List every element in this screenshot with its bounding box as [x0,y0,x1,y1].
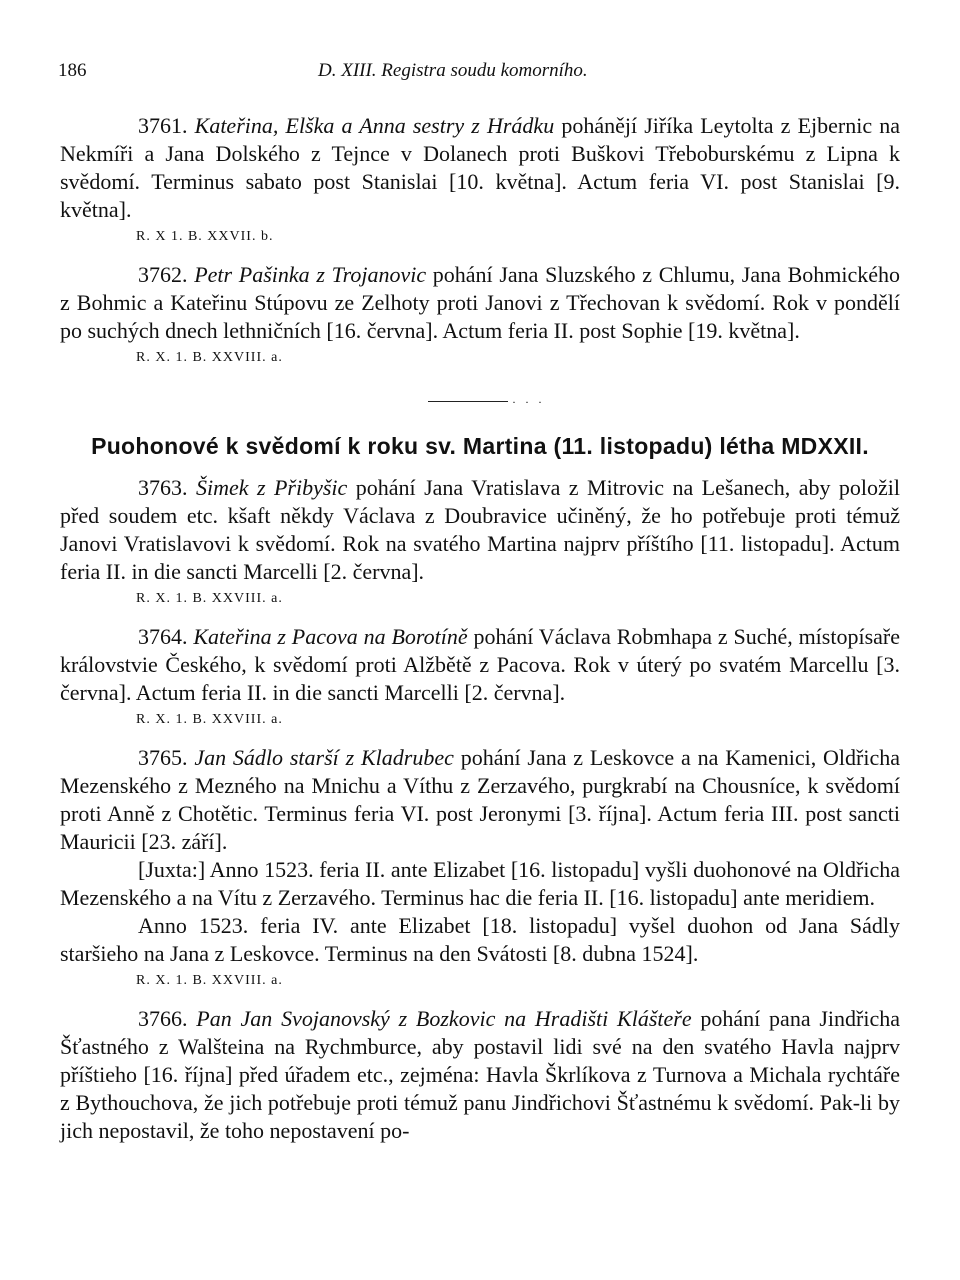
entry-names: Petr Pašinka z Trojanovic [194,262,427,287]
section-heading: Puohonové k svědomí k roku sv. Martina (11. listopadu) létha MDXXII. [91,433,869,459]
entry-3766 [60,1005,900,1145]
archive-reference: R. X 1. B. XXVII. b. [136,229,274,244]
archive-reference: R. X. 1. B. XXVIII. a. [136,973,283,988]
entry-3762 [60,261,900,345]
page-header [58,60,908,90]
entry-names: Pan Jan Svojanovský z Bozkovic na Hradišti Klášteře [196,1006,692,1031]
entry-text: pohání Jana z Leskovce a na Kamenici, Oldřicha Mezenského z Mezného na Mnichu a Víthu z Zerzavého, purgkrabí na Chousníce, k svědomí proti Anně z Chotětic. Terminus feria VI. post Jeronymi [3. října]. Actum feria III. post sancti Mauricii [23. září]. [60,745,901,854]
entry-3765-continuation-1: [Juxta:] Anno 1523. feria II. ante Elizabet [16. listopadu] vyšli duohonové na Oldřicha Mezenského a na Vítu z Zerzavého. Terminus hac die feria II. [16. listopadu] ante meridiem. [60,857,900,910]
archive-reference: R. X. 1. B. XXVIII. a. [136,350,283,365]
entry-text: pohání pana Jindřicha Šťastného z Walšteina na Rychmburce, aby postavil lidi své na den svatého Havla najprv příštieho [16. října] před úřadem etc., zejména: Havla Škrlíkova z Turnova a Michala rychtáře z Bythouchova, že jich potřebuje proti témuž panu Jindřichovi Šťastnému k svědomí. Pak-li by jich nepostavil, že toho nepostavení po- [60,1006,901,1143]
entry-3761 [60,112,900,224]
entry-names: Šimek z Přibyšic [195,475,348,500]
entry-number: 3765. [138,745,188,770]
running-title: D. XIII. Registra soudu komorního. [318,60,588,81]
entry-number: 3764. [138,624,188,649]
entry-text: pohání Jana Vratislava z Mitrovic na Lešanech, aby položil před soudem etc. kšaft někdy Václava z Doubravice učiněný, že ho potřebuje proti témuž Janovi Vratislavovi k svědomí. Rok na svatého Martina najprv příštího [11. listopadu]. Actum feria II. in die sancti Marcelli [2. června]. [60,475,901,584]
entry-names: Jan Sádlo starší z Kladrubec [194,745,454,770]
archive-reference: R. X. 1. B. XXVIII. a. [136,591,283,606]
page-body [60,112,900,1145]
page-number: 186 [58,60,87,81]
divider-line [428,401,508,402]
entry-3764 [60,623,900,707]
entry-text: pohánějí Jiříka Leytolta z Ejbernic na Nekmíři a Jana Dolského z Tejnce v Dolanech proti Buškovi Třeboburskému z Lipna k svědomí. Terminus sabato post Stanislai [10. května]. Actum feria VI. post Stanislai [9. května]. [60,113,901,222]
entry-number: 3763. [138,475,188,500]
entry-text: pohání Václava Robmhapa z Suché, místopísaře královstvie Českého, k svědomí proti Alžbětě z Pacova. Rok v úterý po svatém Marcellu [3. června]. Actum feria II. in die sancti Marcelli [2. června]. [60,624,900,705]
entry-number: 3762. [138,262,188,287]
entry-3763 [60,474,900,586]
section-divider [60,367,900,423]
entry-3765-continuation-2: Anno 1523. feria IV. ante Elizabet [18. listopadu] vyšel duohon od Jana Sádly staršieho na Jana z Leskovce. Terminus na den Svátosti [8. dubna 1524]. [60,913,900,966]
divider-dots: · · · [512,395,545,409]
entry-names: Kateřina z Pacova na Borotíně [193,624,468,649]
entry-3765 [60,744,900,856]
entry-number: 3761. [138,113,188,138]
entry-text: pohání Jana Sluzského z Chlumu, Jana Bohmického z Bohmic a Kateřinu Stúpovu ze Zelhoty proti Janovi z Třechovan k svědomí. Rok v pondělí po suchých dnech lethničních [16. června]. Actum feria II. post Sophie [19. května]. [60,262,900,343]
archive-reference: R. X. 1. B. XXVIII. a. [136,712,283,727]
entry-names: Kateřina, Elška a Anna sestry z Hrádku [194,113,555,138]
entry-number: 3766. [138,1006,188,1031]
